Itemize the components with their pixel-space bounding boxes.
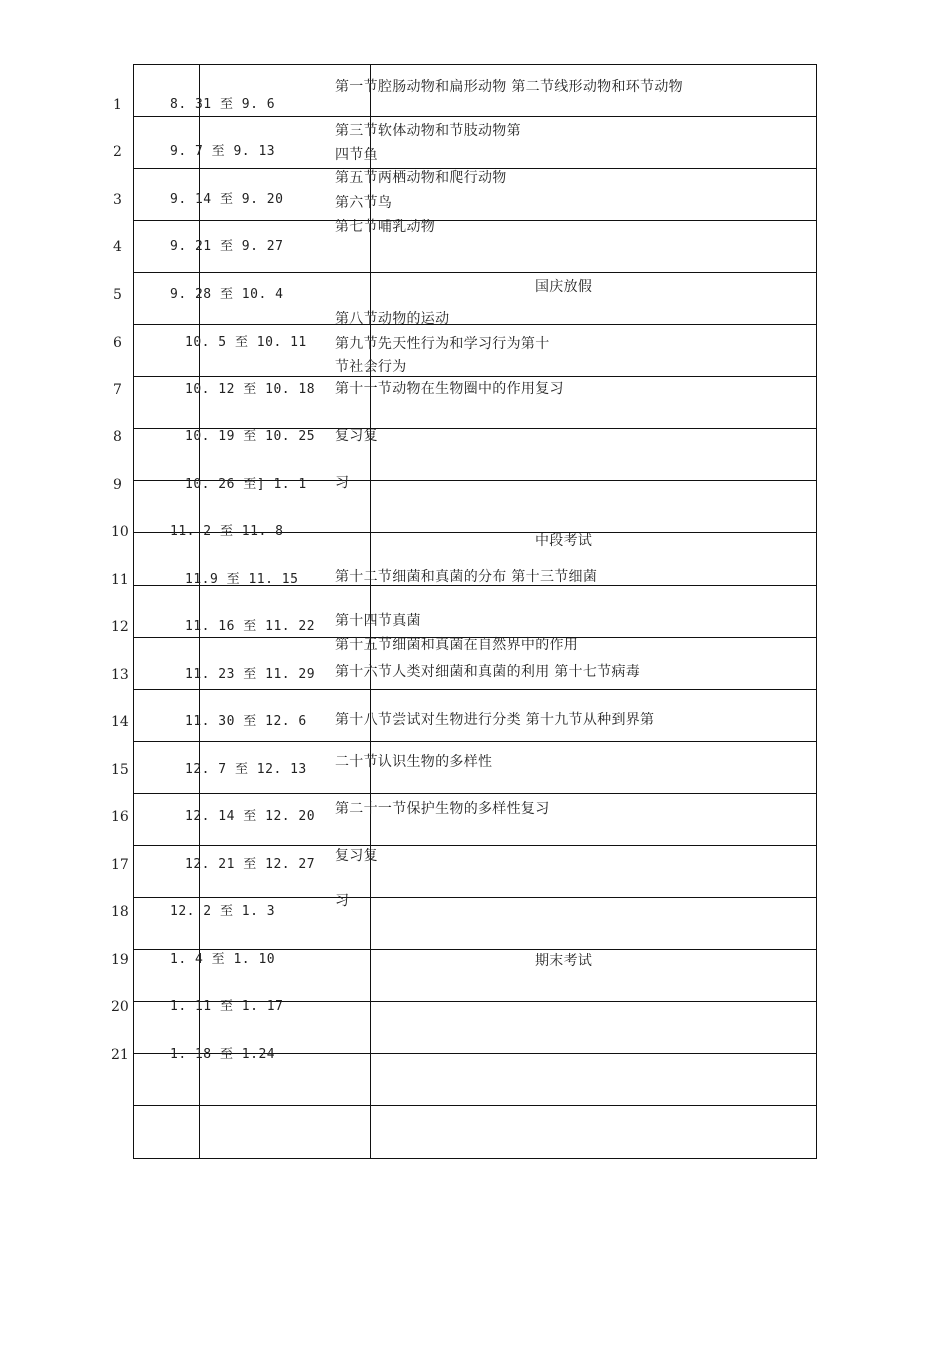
lesson-line: 第十四节真菌 bbox=[335, 613, 421, 629]
lesson-line: 节社会行为 bbox=[335, 359, 407, 375]
lesson-line: 二十节认识生物的多样性 bbox=[335, 754, 493, 770]
date-range: 1. 4 至 1. 10 bbox=[170, 952, 276, 967]
week-number: 12 bbox=[111, 619, 129, 635]
week-number: 6 bbox=[113, 335, 122, 351]
event-final: 期末考试 bbox=[535, 953, 593, 969]
lesson-line: 第一节腔肠动物和扁形动物 第二节线形动物和环节动物 bbox=[335, 79, 683, 95]
week-number: 14 bbox=[111, 714, 129, 730]
date-range: 12. 21 至 12. 27 bbox=[185, 857, 316, 872]
week-number: 18 bbox=[111, 904, 129, 920]
lesson-line: 复习复 bbox=[335, 428, 378, 444]
week-number: 1 bbox=[113, 97, 122, 113]
lesson-line: 第七节哺乳动物 bbox=[335, 219, 436, 235]
date-range: 9. 7 至 9. 13 bbox=[170, 144, 276, 159]
week-number: 3 bbox=[113, 192, 122, 208]
week-number: 11 bbox=[111, 572, 129, 588]
lesson-line: 第十六节人类对细菌和真菌的利用 第十七节病毒 bbox=[335, 664, 641, 680]
date-range: 9. 28 至 10. 4 bbox=[170, 287, 284, 302]
date-range: 9. 21 至 9. 27 bbox=[170, 239, 284, 254]
lesson-line: 第五节两栖动物和爬行动物 bbox=[335, 170, 507, 186]
week-number: 7 bbox=[113, 382, 122, 398]
lesson-line: 第八节动物的运动 bbox=[335, 311, 450, 327]
week-number: 5 bbox=[113, 287, 122, 303]
date-range: 11. 23 至 11. 29 bbox=[185, 667, 316, 682]
date-range: 9. 14 至 9. 20 bbox=[170, 192, 284, 207]
week-number: 13 bbox=[111, 667, 129, 683]
date-range: 1. 18 至 1.24 bbox=[170, 1047, 276, 1062]
date-range: 10. 19 至 10. 25 bbox=[185, 429, 316, 444]
week-number: 17 bbox=[111, 857, 129, 873]
week-number: 9 bbox=[113, 477, 122, 493]
date-range: 10. 26 至] 1. 1 bbox=[185, 477, 307, 492]
lesson-line: 第十八节尝试对生物进行分类 第十九节从种到界第 bbox=[335, 712, 655, 728]
event-midterm: 中段考试 bbox=[535, 533, 593, 549]
lesson-line: 第十一节动物在生物圈中的作用复习 bbox=[335, 381, 564, 397]
date-range: 11. 2 至 11. 8 bbox=[170, 524, 284, 539]
week-number: 2 bbox=[113, 144, 122, 160]
grid-lines bbox=[133, 64, 817, 1159]
lesson-line: 习 bbox=[335, 893, 350, 909]
lesson-line: 复习复 bbox=[335, 848, 378, 864]
date-range: 11. 16 至 11. 22 bbox=[185, 619, 316, 634]
lesson-line: 第二十一节保护生物的多样性复习 bbox=[335, 801, 550, 817]
lesson-line: 第十五节细菌和真菌在自然界中的作用 bbox=[335, 637, 579, 653]
date-range: 11. 30 至 12. 6 bbox=[185, 714, 307, 729]
week-number: 15 bbox=[111, 762, 129, 778]
week-number: 20 bbox=[111, 999, 129, 1015]
week-number: 19 bbox=[111, 952, 129, 968]
date-range: 11.9 至 11. 15 bbox=[185, 572, 299, 587]
date-range: 1. 11 至 1. 17 bbox=[170, 999, 284, 1014]
date-range: 10. 12 至 10. 18 bbox=[185, 382, 316, 397]
lesson-line: 第十二节细菌和真菌的分布 第十三节细菌 bbox=[335, 569, 598, 585]
week-number: 4 bbox=[113, 239, 122, 255]
week-number: 16 bbox=[111, 809, 129, 825]
lesson-line: 第九节先天性行为和学习行为第十 bbox=[335, 336, 550, 352]
event-national-day: 国庆放假 bbox=[535, 279, 593, 295]
date-range: 8. 31 至 9. 6 bbox=[170, 97, 276, 112]
week-number: 8 bbox=[113, 429, 122, 445]
week-number: 10 bbox=[111, 524, 129, 540]
date-range: 12. 2 至 1. 3 bbox=[170, 904, 276, 919]
date-range: 12. 14 至 12. 20 bbox=[185, 809, 316, 824]
date-range: 12. 7 至 12. 13 bbox=[185, 762, 307, 777]
lesson-line: 第六节鸟 bbox=[335, 195, 393, 211]
lesson-line: 第三节软体动物和节肢动物第 bbox=[335, 123, 521, 139]
week-number: 21 bbox=[111, 1047, 129, 1063]
lesson-line: 习 bbox=[335, 475, 350, 491]
date-range: 10. 5 至 10. 11 bbox=[185, 335, 307, 350]
lesson-line: 四节鱼 bbox=[335, 147, 378, 163]
